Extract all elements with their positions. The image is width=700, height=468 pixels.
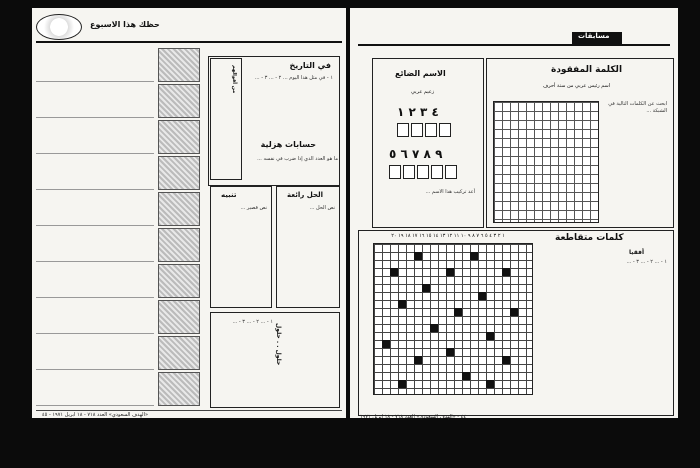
solution-body: نص الحل ...	[309, 205, 335, 211]
horoscope-text-column	[36, 48, 154, 406]
right-page	[350, 8, 678, 418]
header-tag: مسابقات	[578, 32, 610, 40]
solution-box	[276, 186, 340, 308]
row2-numbers: ٩ ٨ ٧ ٦ ٥	[389, 147, 443, 161]
answers-title: حلول . . حلول	[275, 323, 282, 366]
sign-illustration-virgo	[158, 228, 200, 262]
sign-illustration-capricorn	[158, 372, 200, 406]
calculations-body: ما هو العدد الذي إذا ضرب في نفسه ...	[257, 156, 338, 162]
horoscope-strip	[34, 48, 200, 408]
crossword-black-cells	[374, 244, 532, 394]
right-folio: ٤٤ - «الهدف السعودي» العدد ٧١٨ - ١٨ ابريل ١٩٧١	[360, 414, 467, 420]
sign-illustration-scorpio	[158, 300, 200, 334]
calculations-title: حسابات هزلية	[260, 140, 316, 149]
left-page	[32, 8, 346, 418]
crossword-number-row: ١ ٢ ٣ ٤ ٥ ٦ ٧ ٨ ٩ ١٠ ١١ ١٢ ١٣ ١٤ ١٥ ١٦ ١٧ ١٨ ١٩ ٢٠	[391, 233, 505, 239]
history-body: ١ - في مثل هذا اليوم ... ٢ - ... ٣ - ...	[254, 75, 333, 81]
header-logo	[36, 14, 82, 40]
warning-body: نص قصير ...	[240, 205, 267, 211]
lost-word-title: الكلمة المفقودة	[551, 65, 623, 75]
history-title: في التاريخ	[289, 61, 331, 70]
solution-title: الحل رائعة	[287, 191, 324, 199]
sign-illustration-taurus	[158, 84, 200, 118]
lost-word-grid	[493, 101, 599, 223]
header-rule	[36, 41, 342, 43]
sign-illustration-leo	[158, 192, 200, 226]
crossword-title: كلمات متقاطعة	[555, 233, 624, 243]
crossword-box	[358, 230, 674, 416]
lost-word-box	[486, 58, 674, 228]
sign-illustration-libra	[158, 264, 200, 298]
row1-numbers: ٤ ٣ ٢ ١	[397, 105, 439, 119]
footer-rule	[36, 410, 342, 411]
lost-word-subtitle: اسم رئيس عربي من ستة أحرف	[543, 83, 611, 89]
crossword-grid	[373, 243, 533, 395]
lost-word-body: ابحث عن الكلمات التالية في الشبكة ...	[608, 101, 667, 114]
sign-illustration-cancer	[158, 156, 200, 190]
answers-box	[210, 312, 340, 408]
missing-name-box	[372, 58, 484, 228]
warning-box	[210, 186, 272, 308]
warning-title: تنبيه	[221, 191, 237, 199]
missing-name-title: الاسم الضائع	[395, 69, 446, 78]
left-folio: «الهدف السعودي» العدد ٧١٨ - ١٨ ابريل ١٩٧١ - ٤٥	[42, 412, 149, 418]
sign-illustration-sagittarius	[158, 336, 200, 370]
header-rule	[358, 44, 670, 46]
sign-illustration-aries	[158, 48, 200, 82]
missing-name-subtitle: زعيم عربي	[411, 89, 435, 95]
sayings-box	[210, 58, 242, 180]
sign-illustration-gemini	[158, 120, 200, 154]
horoscope-title: حظك هذا الاسبوع	[90, 20, 160, 29]
missing-name-body: أعد تركيب هذا الاسم ...	[425, 189, 475, 195]
sayings-title: من أقوالهم	[231, 65, 237, 94]
crossword-clues-heading: أفقيا	[629, 249, 645, 256]
answers-body: ١ - ... ٢ - ... ٣ - ...	[232, 319, 273, 325]
crossword-clues-body: ١ - ... ٢ - ... ٣ - ...	[626, 259, 667, 265]
